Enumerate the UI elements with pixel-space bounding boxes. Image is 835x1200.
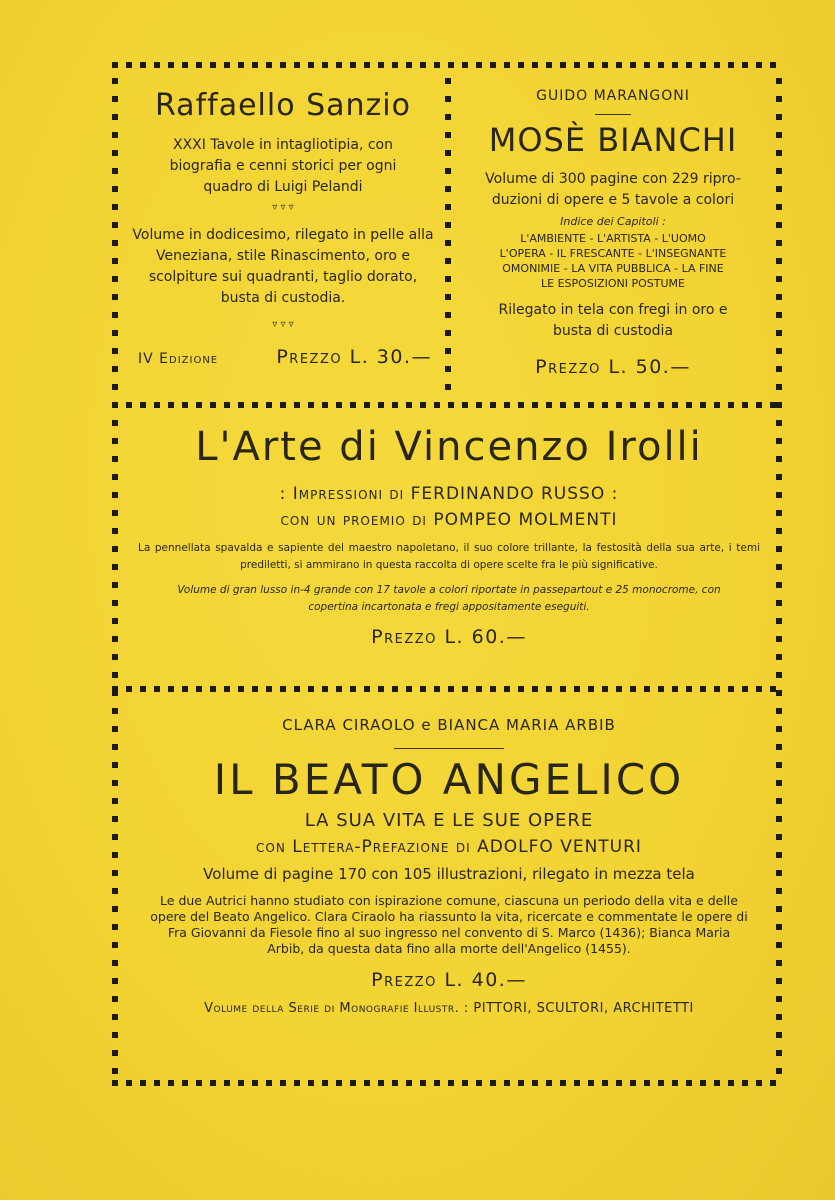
angelico-section xyxy=(128,710,770,1016)
raffaello-title: Raffaello Sanzio xyxy=(155,88,411,123)
irolli-section xyxy=(128,424,770,648)
mose-title: MOSÈ BIANCHI xyxy=(488,121,738,159)
mose-chapters-4: LE ESPOSIZIONI POSTUME xyxy=(541,277,685,290)
raffaello-binding: Volume in dodicesimo, rilegato in pelle alla Veneziana, stile Rinascimento, oro e scolpiture sui quadranti, taglio dorato, busta di custodia. xyxy=(132,227,434,306)
border-divider-1 xyxy=(112,402,784,408)
angelico-subtitle: LA SUA VITA E LE SUE OPERE xyxy=(304,810,594,831)
angelico-title: IL BEATO ANGELICO xyxy=(213,755,685,804)
mose-binding: Rilegato in tela con fregi in oro e busta di custodia xyxy=(498,302,728,339)
raffaello-edition: IV Edizione xyxy=(138,351,219,367)
irolli-title: L'Arte di Vincenzo Irolli xyxy=(195,424,703,470)
border-bottom xyxy=(112,1080,784,1086)
mose-chapters-2: L'OPERA - IL FRESCANTE - L'INSEGNANTE xyxy=(499,247,727,260)
author-rule xyxy=(595,114,631,115)
raffaello-description: XXXI Tavole in intagliotipia, con biografia e cenni storici per ogni quadro di Luigi Pelandi xyxy=(169,137,397,195)
mose-price: Prezzo L. 50.— xyxy=(535,356,691,378)
angelico-authors: CLARA CIRAOLO e BIANCA MARIA ARBIB xyxy=(282,716,616,734)
irolli-description: La pennellata spavalda e sapiente del maestro napoletano, il suo colore trillante, la festosità della sua arte, i temi prediletti, si ammirano in questa raccolta di opere scelte fra le più significative. xyxy=(138,542,760,571)
border-divider-2 xyxy=(112,686,784,692)
angelico-description: Le due Autrici hanno studiato con ispirazione comune, ciascuna un periodo della vita e delle opere del Beato Angelico. Clara Ciraolo ha riassunto la vita, ricercate e commentate le opere di Fra Giovanni da Fiesole fino al suo ingresso nel convento di S. Marco (1436); Bianca Maria Arbib, da questa data fino alla morte dell'Angelico (1455). xyxy=(150,893,748,956)
mose-bianchi-section xyxy=(457,84,769,378)
irolli-proemio: con un proemio di POMPEO MOLMENTI xyxy=(280,510,618,530)
border-top xyxy=(112,62,784,68)
border-left xyxy=(112,78,118,1078)
irolli-format: Volume di gran lusso in-4 grande con 17 tavole a colori riportate in passepartout e 25 monocrome, con copertina incartonata e fregi appositamente eseguiti. xyxy=(177,584,721,613)
border-right xyxy=(776,78,782,1078)
advertisement-frame xyxy=(112,62,784,1092)
authors-rule xyxy=(394,748,504,749)
series-line: Volume della Serie di Monografie Illustr. : PITTORI, SCULTORI, ARCHITETTI xyxy=(204,1001,694,1016)
irolli-price: Prezzo L. 60.— xyxy=(371,626,527,648)
raffaello-section xyxy=(130,84,436,368)
irolli-subtitle: : Impressioni di FERDINANDO RUSSO : xyxy=(279,484,619,504)
angelico-price: Prezzo L. 40.— xyxy=(371,969,527,991)
angelico-preface: con Lettera-Prefazione di ADOLFO VENTURI xyxy=(256,837,642,857)
raffaello-price: Prezzo L. 30.— xyxy=(276,346,432,368)
mose-author: GUIDO MARANGONI xyxy=(536,88,690,104)
border-column-divider xyxy=(445,78,451,396)
mose-description: Volume di 300 pagine con 229 ripro- duzioni di opere e 5 tavole a colori xyxy=(485,171,741,208)
angelico-volume: Volume di pagine 170 con 105 illustrazioni, rilegato in mezza tela xyxy=(203,865,695,883)
ornament-1: ▿ ▿ ▿ xyxy=(272,202,294,213)
mose-chapters-3: OMONIMIE - LA VITA PUBBLICA - LA FINE xyxy=(502,262,724,275)
mose-index-label: Indice dei Capitoli : xyxy=(560,215,666,228)
ornament-2: ▿ ▿ ▿ xyxy=(272,319,294,330)
mose-chapters-1: L'AMBIENTE - L'ARTISTA - L'UOMO xyxy=(520,232,706,245)
